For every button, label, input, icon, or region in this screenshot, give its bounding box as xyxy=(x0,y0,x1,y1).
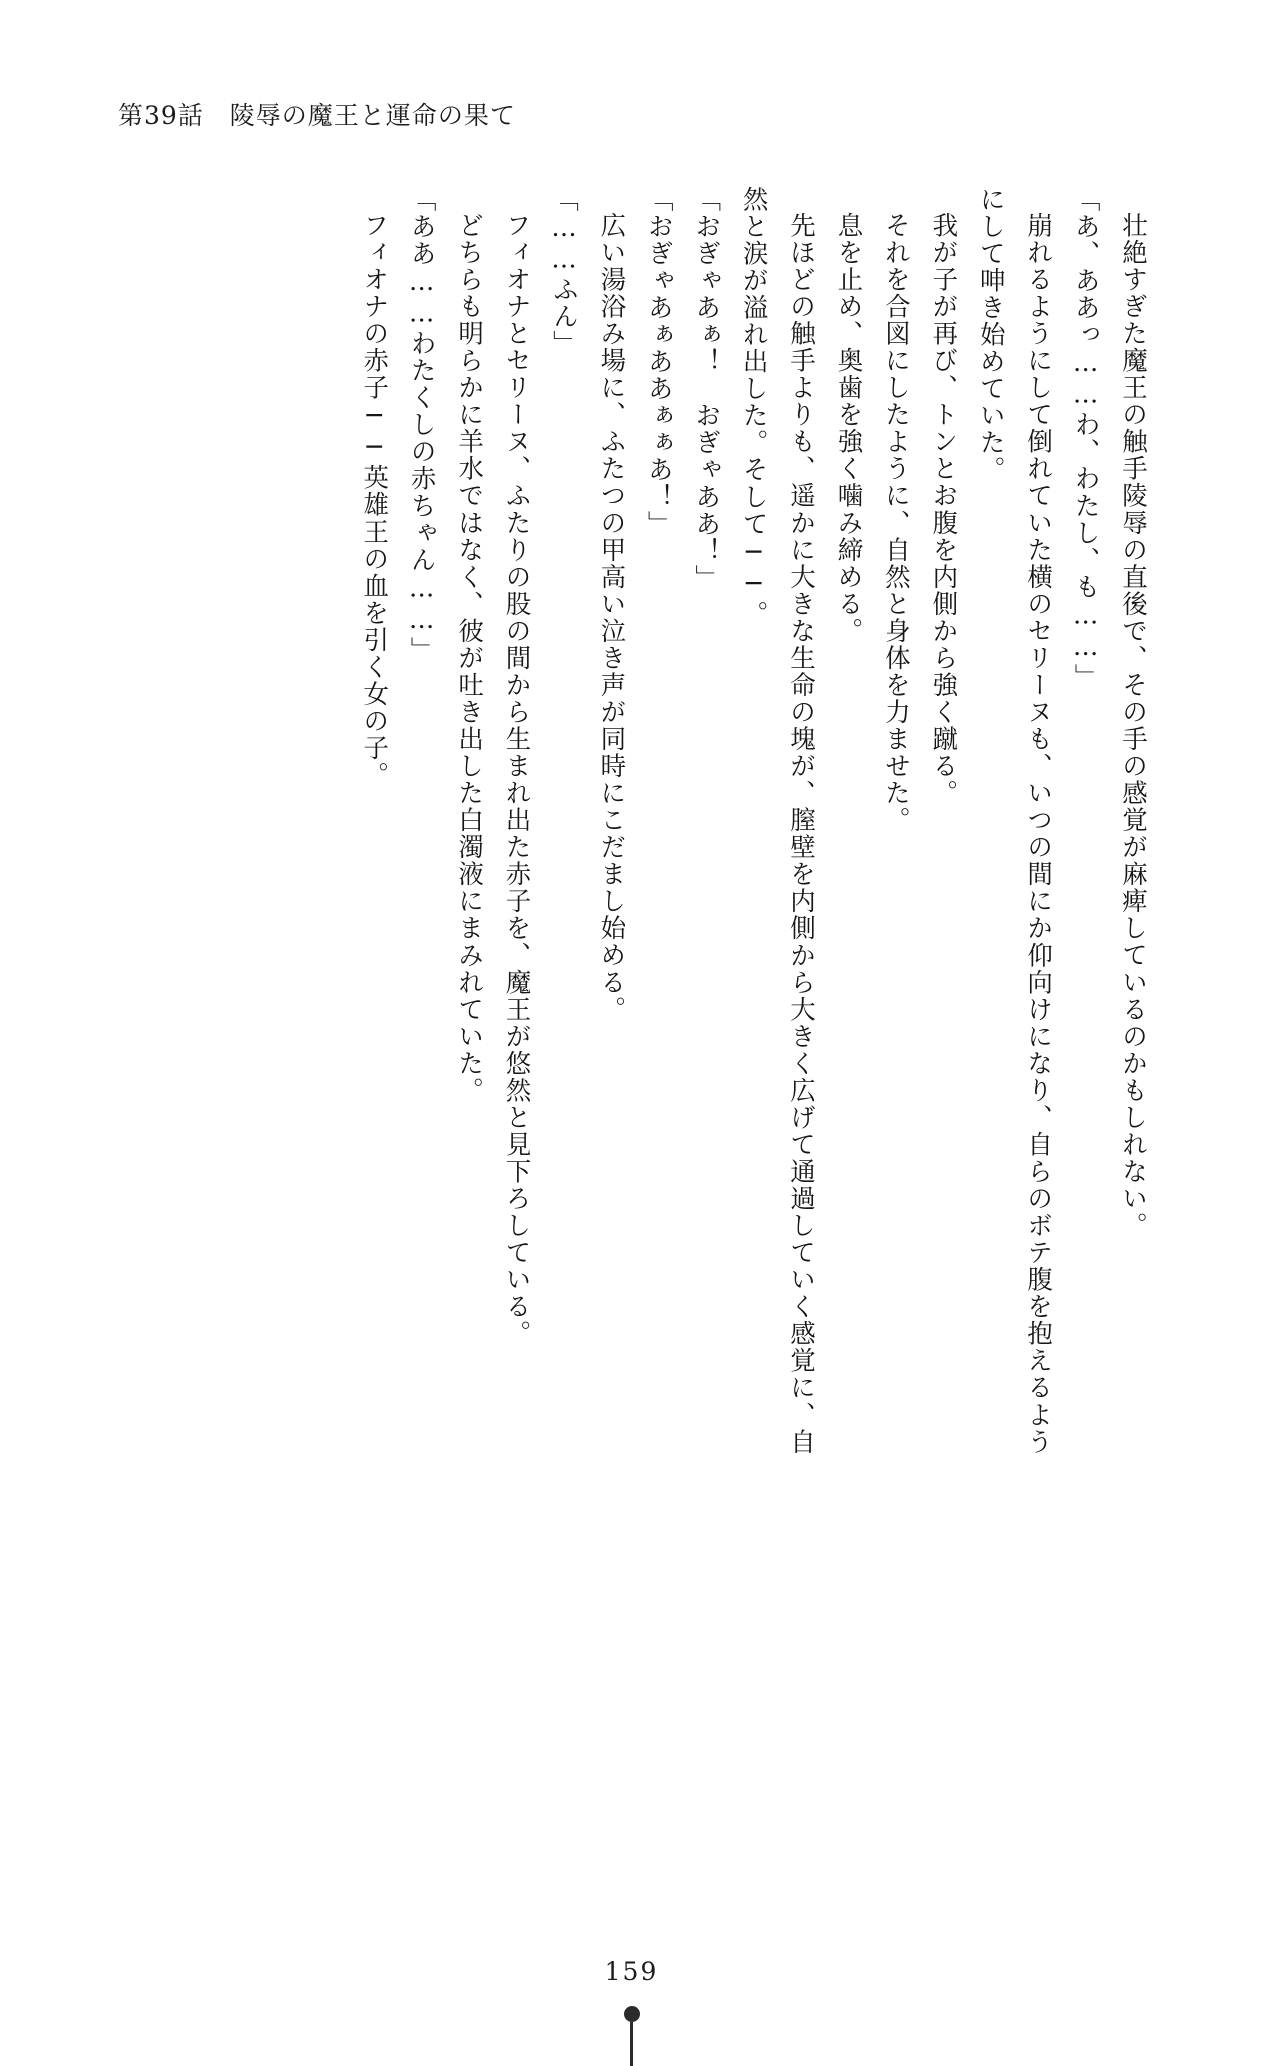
paragraph: 「ああ……わたくしの赤ちゃん……」 xyxy=(406,186,437,664)
paragraph: それを合図にしたように、自然と身体を力ませた。 xyxy=(880,211,911,834)
paragraph: 崩れるようにして倒れていた横のセリーヌも、いつの間にか仰向けになり、自らのボテ腹を抱えるようにして呻き始めていた。 xyxy=(975,186,1054,1455)
binding-mark-icon xyxy=(624,2006,640,2066)
paragraph: 「……ふん」 xyxy=(548,186,579,358)
paragraph: 広い湯浴み場に、ふたつの甲高い泣き声が同時にこだまし始める。 xyxy=(596,211,627,1023)
paragraph: 先ほどの触手よりも、遥かに大きな生命の塊が、膣壁を内側から大きく広げて通過していく感覚に、自然と涙が溢れ出した。そして──。 xyxy=(738,186,817,1455)
paragraph: 「あ、ああっ……わ、わたし、も……」 xyxy=(1070,186,1101,691)
paragraph: 壮絶すぎた魔王の触手陵辱の直後で、その手の感覚が麻痺しているのかもしれない。 xyxy=(1118,211,1148,1239)
paragraph: 「おぎゃあぁ！ おぎゃああ！」 xyxy=(691,186,722,592)
running-head-chapter-title: 第39話 陵辱の魔王と運命の果て xyxy=(118,101,516,130)
paragraph: 我が子が再び、トンとお腹を内側から強く蹴る。 xyxy=(928,211,959,807)
body-text-block xyxy=(116,186,1156,1456)
paragraph: どちらも明らかに羊水ではなく、彼が吐き出した白濁液にまみれていた。 xyxy=(454,211,485,1104)
paragraph: 息を止め、奥歯を強く噛み締める。 xyxy=(833,211,864,644)
paragraph: フィオナの赤子──英雄王の血を引く女の子。 xyxy=(359,211,390,789)
paragraph: フィオナとセリーヌ、ふたりの股の間から生まれ出た赤子を、魔王が悠然と見下ろしている。 xyxy=(501,211,532,1347)
paragraph: 「おぎゃあぁああぁぁあ！」 xyxy=(643,186,674,538)
page-number: 159 xyxy=(604,1957,659,1986)
